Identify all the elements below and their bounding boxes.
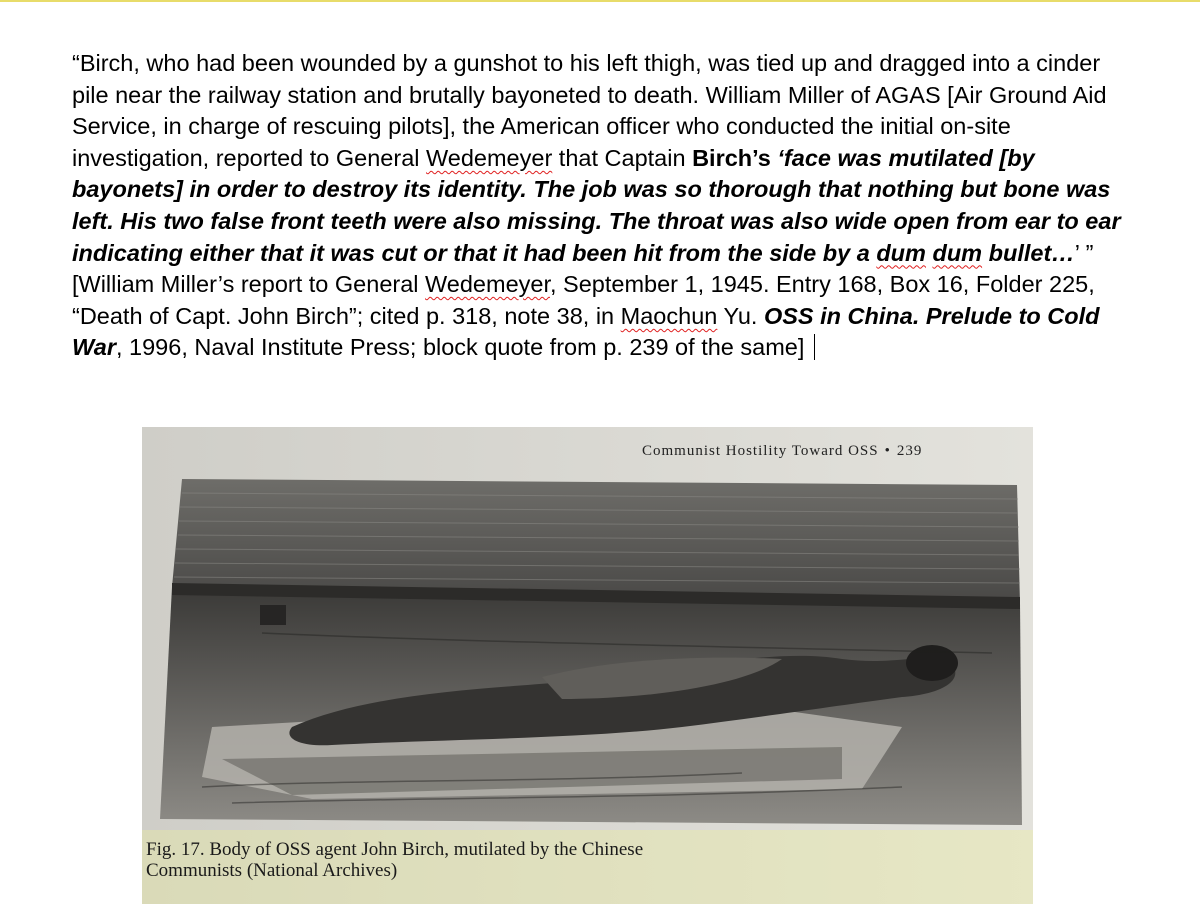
quote-text-1: “Birch, who had been wounded by a gunshot to his left thigh, was tied up and dragged into a cinder pile near the railway station and brutally bayoneted to death. William Miller of AGAS [Air Ground Aid Service, in charge of rescuing pilots], the American officer who conducted the initial on-site investigation, reported to General bbox=[72, 50, 1107, 171]
quote-text-6: , 1996, Naval Institute Press; block quote from p. 239 of the same] bbox=[115, 334, 805, 361]
spellcheck-word-dum-2[interactable]: dum bbox=[932, 239, 983, 266]
document-top-rule bbox=[0, 0, 1200, 2]
spellcheck-word-maochun[interactable]: Maochun bbox=[620, 302, 718, 329]
spellcheck-word-wedemeyer[interactable]: Wedemeyer bbox=[426, 144, 553, 171]
bold-italic-quote: ‘face was mutilated [by bayonets] in order to destroy its identity. The job was so thorough that nothing but bone was left. His two false front teeth were also missing. The throat was also wide open from ear to ear indicating either that it was cut or that it had been hit from the side by a bbox=[72, 144, 1121, 266]
spellcheck-word-wedemeyer-2[interactable]: Wedemeyer bbox=[425, 271, 550, 298]
bold-italic-bullet: bullet… bbox=[982, 239, 1075, 266]
quote-text-3: ’ ” [William Miller’s report to General bbox=[72, 239, 1094, 298]
spellcheck-word-dum-1[interactable]: dum bbox=[876, 239, 926, 266]
book-page-photo[interactable] bbox=[142, 427, 1033, 904]
book-page-image bbox=[142, 427, 1033, 904]
figure-caption-line-2: Communists (National Archives) bbox=[146, 860, 398, 881]
quote-text-2: that Captain bbox=[552, 144, 693, 171]
quote-text-4: , September 1, 1945. Entry 168, Box 16, Folder 225, “Death of Capt. John Birch”; cited p. 318, note 38, in bbox=[72, 271, 1095, 329]
book-running-header bbox=[642, 443, 922, 460]
book-header-title: Communist Hostility Toward OSS bbox=[642, 443, 879, 459]
book-header-separator: • bbox=[884, 443, 891, 459]
figure-caption-line-1: Fig. 17. Body of OSS agent John Birch, mutilated by the Chinese bbox=[146, 839, 644, 860]
book-page-number: 239 bbox=[896, 443, 923, 459]
text-cursor bbox=[814, 334, 815, 360]
quote-text-5: Yu. bbox=[717, 302, 764, 329]
figure-caption bbox=[146, 839, 643, 881]
book-title: OSS in China. Prelude to Cold War bbox=[72, 302, 1100, 361]
bold-birchs: Birch’s bbox=[692, 144, 771, 171]
quote-paragraph[interactable] bbox=[72, 48, 1132, 364]
